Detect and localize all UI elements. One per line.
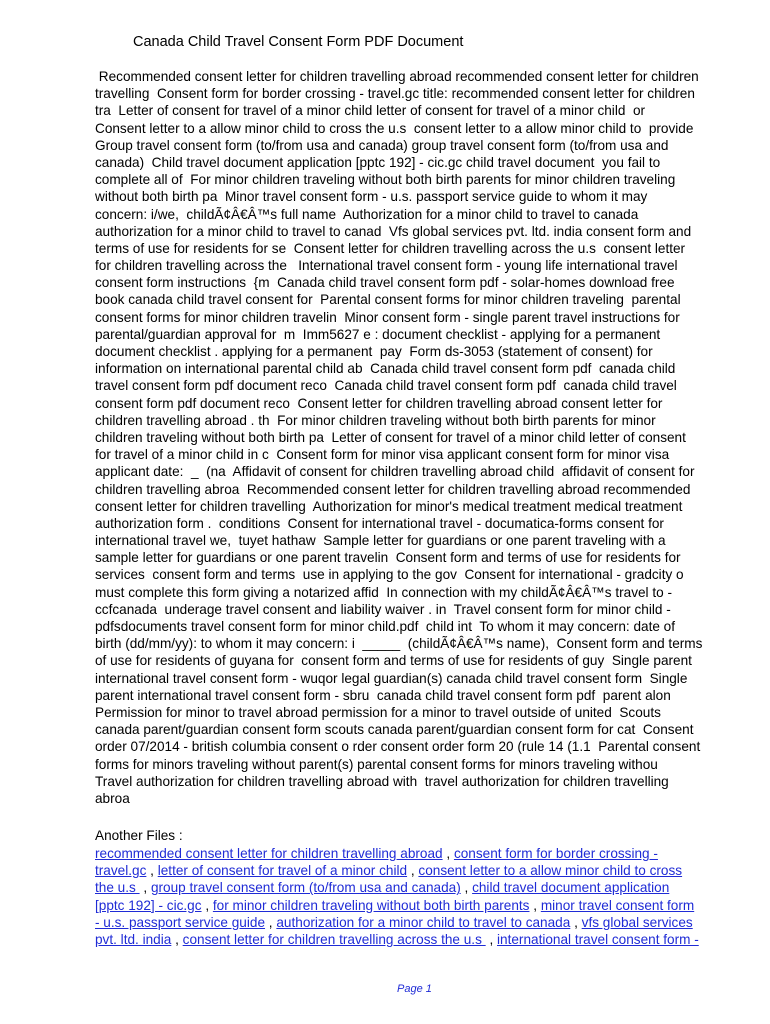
body-line: travel consent form pdf document reco Canada child travel consent form pdf canada child travel <box>95 378 677 394</box>
body-line: must complete this form giving a notarized affid In connection with my childÃ¢Â€Â™s travel to - <box>95 584 672 600</box>
related-file-link[interactable]: group travel consent form (to/from usa and canada) <box>150 880 461 896</box>
link-separator: , <box>485 931 498 947</box>
related-file-link[interactable]: authorization for a minor child to travel to canada <box>276 914 571 930</box>
link-separator: , <box>146 863 158 879</box>
related-file-link[interactable]: consent form for border crossing - <box>453 846 658 861</box>
related-file-link[interactable]: [pptc 192] - cic.gc <box>95 897 202 913</box>
another-files-label: Another Files : <box>95 828 183 843</box>
related-file-link[interactable]: for minor children traveling without both birth parents <box>212 897 530 913</box>
body-line: children travelling abroad . th For minor children traveling without both birth parents for minor <box>95 412 656 428</box>
page-number: Page 1 <box>397 983 432 995</box>
links-line <box>95 931 735 948</box>
link-separator: , <box>570 914 582 930</box>
link-separator: , <box>529 897 541 913</box>
body-line: birth (dd/mm/yy): to whom it may concern: i _____ (childÃ¢Â€Â™s name), Consent form and terms <box>95 636 703 652</box>
links-line <box>95 914 735 931</box>
link-separator: , <box>139 880 151 896</box>
document-body <box>95 68 735 807</box>
body-line: consent letter for children travelling Authorization for minor's medical treatment medical treatment <box>95 498 683 514</box>
related-file-link[interactable]: consent letter for children travelling across the u.s <box>182 931 486 947</box>
body-line: consent forms for minor children travelin Minor consent form - single parent travel instructions for <box>95 309 680 325</box>
related-file-link[interactable]: recommended consent letter for children travelling abroad <box>95 846 443 861</box>
body-line: consent form pdf document reco Consent letter for children travelling abroad consent letter for <box>95 395 663 411</box>
related-file-link[interactable]: international travel consent form - <box>497 931 699 947</box>
body-line: children traveling without both birth pa Letter of consent for travel of a minor child letter of consent <box>95 429 686 445</box>
body-line: tra Letter of consent for travel of a minor child letter of consent for travel of a minor child or <box>95 103 646 119</box>
link-separator: , <box>460 880 473 896</box>
links-line <box>95 897 735 914</box>
related-file-link[interactable]: letter of consent for travel of a minor child <box>157 863 408 879</box>
body-line: of use for residents of guyana for consent form and terms of use for residents of guy Single parent <box>95 653 692 669</box>
body-line: parent international travel consent form - sbru canada child travel consent form pdf parent alon <box>95 687 671 703</box>
related-file-link[interactable]: child travel document application <box>472 880 670 896</box>
link-separator: , <box>265 914 277 930</box>
body-line: abroa <box>95 790 130 806</box>
body-line: for travel of a minor child in c Consent form for minor visa applicant consent form for minor visa <box>95 447 670 463</box>
body-line: parental/guardian approval for m Imm5627 e : document checklist - applying for a permanent <box>95 326 661 342</box>
body-line: Recommended consent letter for children travelling abroad recommended consent letter for children <box>95 69 699 84</box>
related-files-links <box>95 845 735 948</box>
body-line: authorization form . conditions Consent for international travel - documatica-forms consent for <box>95 515 664 531</box>
related-file-link[interactable]: the u.s <box>95 880 140 896</box>
page-title: Canada Child Travel Consent Form PDF Document <box>133 34 464 50</box>
body-line: canada) Child travel document application [pptc 192] - cic.gc child travel document you fail to <box>95 154 661 170</box>
body-line: complete all of For minor children traveling without both birth parents for minor children traveling <box>95 172 676 188</box>
body-line: ccfcanada underage travel consent and liability waiver . in Travel consent form for minor child - <box>95 601 671 617</box>
links-line <box>95 845 735 862</box>
link-separator: , <box>407 863 419 879</box>
body-line: consent form instructions {m Canada child travel consent form pdf - solar-homes download free <box>95 275 675 291</box>
body-line: forms for minors traveling without parent(s) parental consent forms for minors traveling withou <box>95 756 658 772</box>
body-line: international travel we, tuyet hathaw Sample letter for guardians or one parent traveling with a <box>95 533 666 549</box>
links-line <box>95 879 735 896</box>
related-file-link[interactable]: consent letter to a allow minor child to cross <box>418 863 683 879</box>
related-file-link[interactable]: - u.s. passport service guide <box>95 914 266 930</box>
body-line: document checklist . applying for a permanent pay Form ds-3053 (statement of consent) for <box>95 344 653 359</box>
body-line: concern: i/we, childÃ¢Â€Â™s full name Authorization for a minor child to travel to canada <box>95 206 639 222</box>
body-line: international travel consent form - wuqor legal guardian(s) canada child travel consent form Single <box>95 670 688 686</box>
body-line: without both birth pa Minor travel consent form - u.s. passport service guide to whom it may <box>95 189 648 205</box>
related-file-link[interactable]: travel.gc <box>95 863 147 879</box>
related-file-link[interactable]: pvt. ltd. india <box>95 931 172 947</box>
body-line: canada parent/guardian consent form scouts canada parent/guardian consent form for cat Consent <box>95 722 694 738</box>
body-line: Group travel consent form (to/from usa and canada) group travel consent form (to/from usa and <box>95 137 669 153</box>
body-line: pdfsdocuments travel consent form for minor child.pdf child int To whom it may concern: date of <box>95 619 676 634</box>
body-line: services consent form and terms use in applying to the gov Consent for international - gradcity o <box>95 567 684 583</box>
body-line: Travel authorization for children travelling abroad with travel authorization for children travelling <box>95 773 669 789</box>
body-line: authorization for a minor child to travel to canad Vfs global services pvt. ltd. india consent form and <box>95 223 692 239</box>
body-line: information on international parental child ab Canada child travel consent form pdf canada child <box>95 361 676 377</box>
body-line: applicant date: _ (na Affidavit of consent for children travelling abroad child affidavit of consent for <box>95 464 695 480</box>
related-file-link[interactable]: vfs global services <box>581 914 693 930</box>
link-separator: , <box>201 897 213 913</box>
body-line: terms of use for residents for se Consent letter for children travelling across the u.s consent letter <box>95 240 686 256</box>
body-line: sample letter for guardians or one parent travelin Consent form and terms of use for residents for <box>95 550 681 566</box>
related-file-link[interactable]: minor travel consent form <box>540 897 695 913</box>
links-line <box>95 862 735 879</box>
body-line: book canada child travel consent for Parental consent forms for minor children traveling parental <box>95 292 681 308</box>
body-line: Permission for minor to travel abroad permission for a minor to travel outside of united Scouts <box>95 704 661 720</box>
body-line: Consent letter to a allow minor child to cross the u.s consent letter to a allow minor child to provide <box>95 120 694 136</box>
body-line: travelling Consent form for border crossing - travel.gc title: recommended consent letter for children <box>95 86 695 102</box>
link-separator: , <box>442 846 454 861</box>
body-line: order 07/2014 - british columbia consent o rder consent order form 20 (rule 14 (1.1 Parental consent <box>95 739 701 755</box>
body-line: for children travelling across the International travel consent form - young life international travel <box>95 258 678 274</box>
link-separator: , <box>171 931 183 947</box>
body-line: children travelling abroa Recommended consent letter for children travelling abroad recommended <box>95 481 691 497</box>
